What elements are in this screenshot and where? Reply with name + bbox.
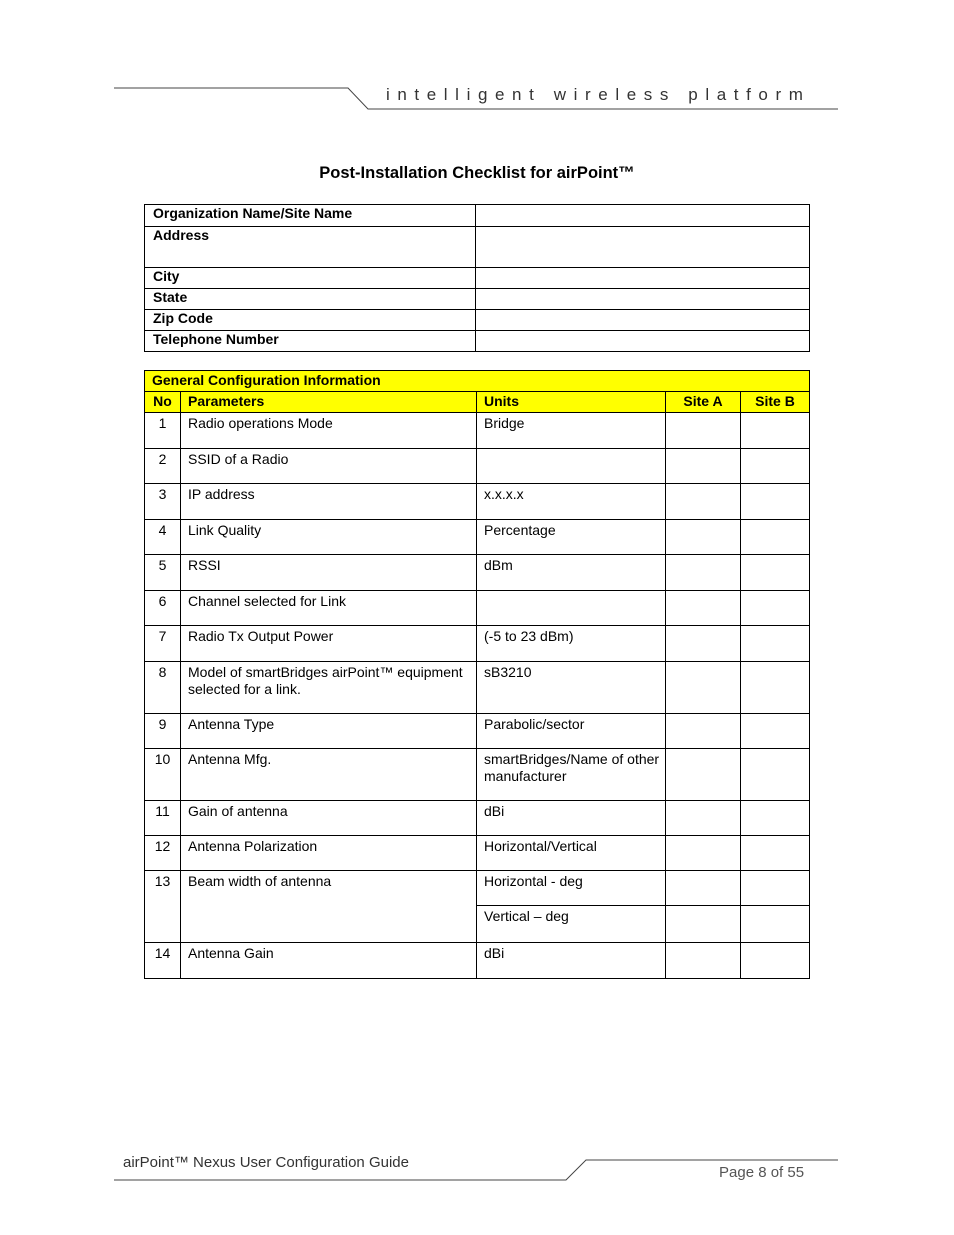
row-parameter: Model of smartBridges airPoint™ equipment selected for a link. <box>181 662 477 714</box>
row-site-b[interactable] <box>741 520 810 555</box>
header-tagline: intelligent wireless platform <box>386 85 811 104</box>
table-row <box>145 714 810 749</box>
row-parameter: IP address <box>181 484 477 520</box>
page-number: Page 8 of 55 <box>719 1164 805 1181</box>
row-parameter: Radio Tx Output Power <box>181 626 477 662</box>
table-row <box>145 310 810 331</box>
row-no: 7 <box>145 626 181 662</box>
table-row <box>145 626 810 662</box>
row-units: dBm <box>477 555 666 591</box>
table-row <box>145 836 810 871</box>
row-site-a[interactable] <box>666 555 741 591</box>
row-site-a[interactable] <box>666 943 741 979</box>
table-row <box>145 555 810 591</box>
table-row <box>145 749 810 801</box>
row-parameter: Gain of antenna <box>181 801 477 836</box>
row-site-a[interactable] <box>666 906 741 943</box>
row-site-a[interactable] <box>666 714 741 749</box>
row-units: Horizontal - deg <box>477 871 666 906</box>
row-no: 6 <box>145 591 181 626</box>
row-site-a[interactable] <box>666 484 741 520</box>
row-site-b[interactable] <box>741 413 810 449</box>
row-units-secondary: Vertical – deg <box>477 906 666 943</box>
table-row <box>145 205 810 227</box>
site-label-address: Address <box>145 227 476 268</box>
header-site-a: Site A <box>666 392 741 413</box>
config-section-row <box>145 371 810 392</box>
row-units: smartBridges/Name of other manufacturer <box>477 749 666 801</box>
row-no: 11 <box>145 801 181 836</box>
row-site-b[interactable] <box>741 714 810 749</box>
table-row <box>145 801 810 836</box>
row-parameter: RSSI <box>181 555 477 591</box>
row-parameter: Antenna Type <box>181 714 477 749</box>
site-label-state: State <box>145 289 476 310</box>
row-units: (-5 to 23 dBm) <box>477 626 666 662</box>
site-label-organization: Organization Name/Site Name <box>145 205 476 227</box>
row-units: Bridge <box>477 413 666 449</box>
site-label-city: City <box>145 268 476 289</box>
table-row <box>145 331 810 352</box>
row-site-b[interactable] <box>741 484 810 520</box>
row-site-b[interactable] <box>741 555 810 591</box>
header-site-b: Site B <box>741 392 810 413</box>
config-section-title: General Configuration Information <box>145 371 810 392</box>
table-row <box>145 662 810 714</box>
row-parameter: Antenna Gain <box>181 943 477 979</box>
row-site-a[interactable] <box>666 662 741 714</box>
row-units: sB3210 <box>477 662 666 714</box>
table-row <box>145 484 810 520</box>
row-site-b[interactable] <box>741 943 810 979</box>
row-units <box>477 449 666 484</box>
row-no: 4 <box>145 520 181 555</box>
table-row <box>145 520 810 555</box>
table-row <box>145 943 810 979</box>
row-site-b[interactable] <box>741 662 810 714</box>
header-parameters: Parameters <box>181 392 477 413</box>
row-site-a[interactable] <box>666 801 741 836</box>
row-no: 9 <box>145 714 181 749</box>
row-units <box>477 591 666 626</box>
table-row <box>145 413 810 449</box>
row-no: 10 <box>145 749 181 801</box>
row-site-a[interactable] <box>666 836 741 871</box>
row-no: 13 <box>145 871 181 943</box>
row-site-a[interactable] <box>666 591 741 626</box>
site-value-zip[interactable] <box>476 310 810 331</box>
row-site-a[interactable] <box>666 413 741 449</box>
row-site-b[interactable] <box>741 591 810 626</box>
table-row <box>145 289 810 310</box>
row-site-a[interactable] <box>666 749 741 801</box>
row-parameter: Beam width of antenna <box>181 871 477 943</box>
table-row <box>145 449 810 484</box>
row-units: dBi <box>477 943 666 979</box>
row-site-b[interactable] <box>741 749 810 801</box>
row-site-b[interactable] <box>741 801 810 836</box>
header-units: Units <box>477 392 666 413</box>
row-units: Horizontal/Vertical <box>477 836 666 871</box>
row-no: 1 <box>145 413 181 449</box>
row-parameter: Antenna Polarization <box>181 836 477 871</box>
row-no: 12 <box>145 836 181 871</box>
row-site-a[interactable] <box>666 449 741 484</box>
site-value-city[interactable] <box>476 268 810 289</box>
row-site-a[interactable] <box>666 626 741 662</box>
site-label-zip: Zip Code <box>145 310 476 331</box>
row-site-a[interactable] <box>666 871 741 906</box>
row-no: 14 <box>145 943 181 979</box>
row-site-b[interactable] <box>741 836 810 871</box>
site-label-telephone: Telephone Number <box>145 331 476 352</box>
row-site-a[interactable] <box>666 520 741 555</box>
site-value-organization[interactable] <box>476 205 810 227</box>
row-no: 3 <box>145 484 181 520</box>
row-parameter: SSID of a Radio <box>181 449 477 484</box>
header-no: No <box>145 392 181 413</box>
row-site-b[interactable] <box>741 626 810 662</box>
row-units: Parabolic/sector <box>477 714 666 749</box>
row-parameter: Radio operations Mode <box>181 413 477 449</box>
page-title: Post-Installation Checklist for airPoint™ <box>319 164 635 182</box>
site-value-address[interactable] <box>476 227 810 268</box>
config-table <box>144 370 810 979</box>
row-no: 2 <box>145 449 181 484</box>
row-units: dBi <box>477 801 666 836</box>
row-site-b[interactable] <box>741 871 810 906</box>
row-site-b[interactable] <box>741 906 810 943</box>
row-units: Percentage <box>477 520 666 555</box>
table-row <box>145 591 810 626</box>
site-value-state[interactable] <box>476 289 810 310</box>
row-no: 5 <box>145 555 181 591</box>
table-row <box>145 871 810 906</box>
table-row <box>145 227 810 268</box>
row-units: x.x.x.x <box>477 484 666 520</box>
site-value-telephone[interactable] <box>476 331 810 352</box>
row-no: 8 <box>145 662 181 714</box>
row-parameter: Link Quality <box>181 520 477 555</box>
site-info-table <box>144 204 810 352</box>
table-row <box>145 268 810 289</box>
config-header-row <box>145 392 810 413</box>
footer-doc-name: airPoint™ Nexus User Configuration Guide <box>123 1154 409 1171</box>
row-parameter: Channel selected for Link <box>181 591 477 626</box>
row-site-b[interactable] <box>741 449 810 484</box>
row-parameter: Antenna Mfg. <box>181 749 477 801</box>
